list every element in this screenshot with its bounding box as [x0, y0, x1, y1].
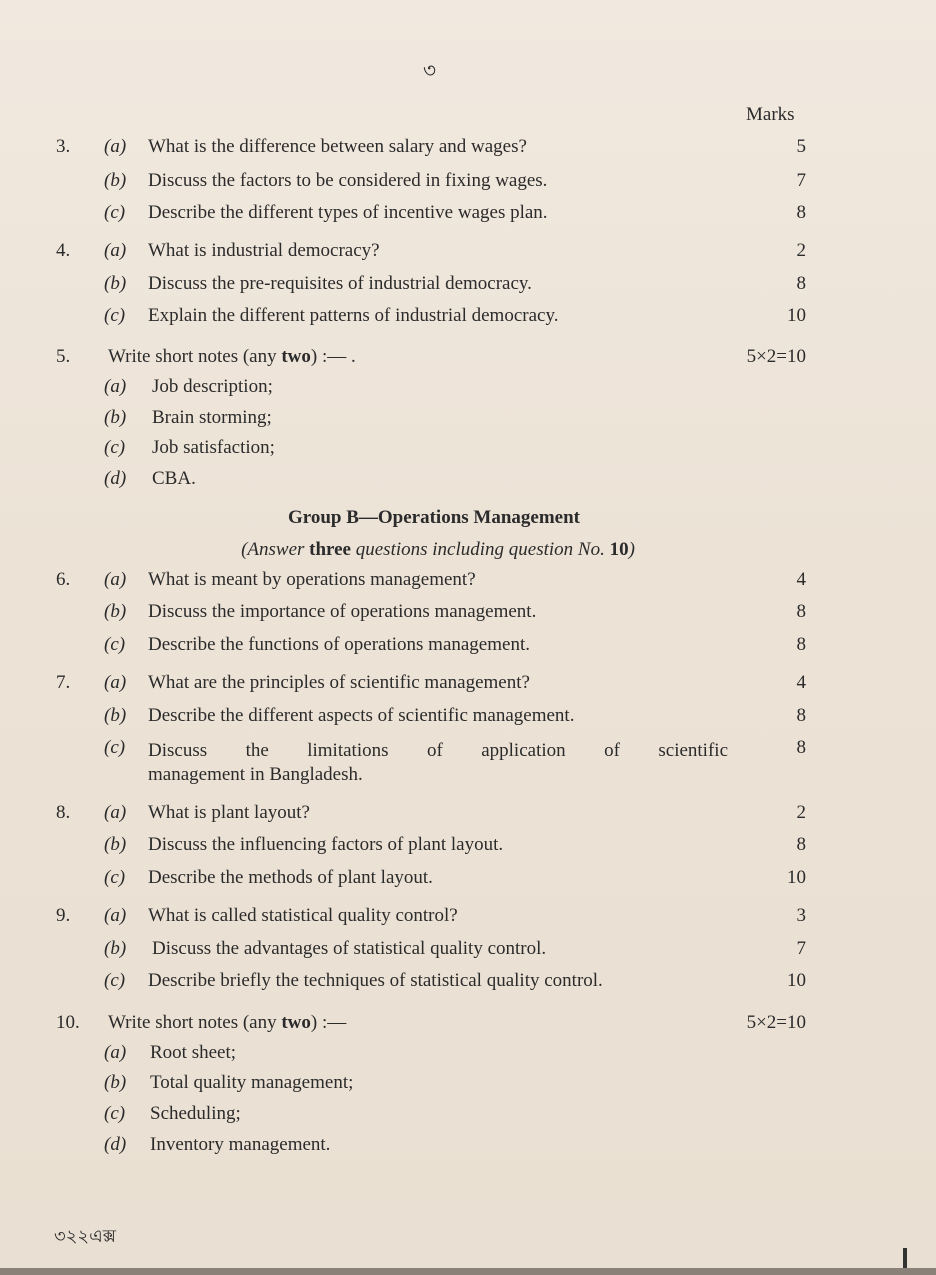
question-number: 4.	[56, 240, 71, 261]
question-number: 10.	[56, 1012, 80, 1033]
sub-question-mark: 5	[796, 136, 806, 157]
sub-question-text: Describe briefly the techniques of statistical quality control.	[148, 970, 603, 991]
sub-question-letter: (b)	[104, 938, 127, 959]
question-number: 7.	[56, 672, 71, 693]
sub-question-letter: (a)	[104, 802, 127, 823]
sub-question-letter: (c)	[104, 305, 126, 326]
sub-question-text: Scheduling;	[150, 1103, 241, 1124]
sub-question-text: Discuss the limitations of application of scientific	[148, 740, 728, 761]
sub-question-mark: 8	[796, 705, 806, 726]
question-number: 9.	[56, 905, 71, 926]
sub-question-text: What is meant by operations management?	[148, 569, 476, 590]
sub-question-letter: (c)	[104, 970, 126, 991]
sub-question-text: Root sheet;	[150, 1042, 237, 1063]
sub-question-mark: 8	[796, 834, 806, 855]
sub-question-letter: (c)	[104, 737, 126, 758]
sub-question-text: Discuss the influencing factors of plant layout.	[148, 834, 504, 855]
sub-question-letter: (a)	[104, 376, 127, 397]
sub-question-letter: (a)	[104, 905, 127, 926]
sub-question-letter: (b)	[104, 273, 127, 294]
group-title: Group B—Operations Management	[287, 507, 581, 528]
sub-question-mark: 8	[796, 634, 806, 655]
sub-question-text: Discuss the factors to be considered in fixing wages.	[148, 170, 548, 191]
question-mark: 5×2=10	[746, 346, 806, 367]
sub-question-letter: (a)	[104, 569, 127, 590]
sub-question-text: Job description;	[152, 376, 273, 397]
sub-question-letter: (a)	[104, 136, 127, 157]
sub-question-mark: 4	[796, 672, 806, 693]
sub-question-text: CBA.	[152, 468, 196, 489]
sub-question-letter: (c)	[104, 867, 126, 888]
sub-question-mark: 7	[796, 938, 806, 959]
sub-question-mark: 7	[796, 170, 806, 191]
sub-question-letter: (b)	[104, 1072, 127, 1093]
sub-question-mark: 2	[796, 802, 806, 823]
sub-question-letter: (a)	[104, 240, 127, 261]
group-instructions: (Answer three questions including question No. 10)	[241, 539, 635, 560]
sub-question-text: Job satisfaction;	[152, 437, 275, 458]
sub-question-letter: (c)	[104, 1103, 126, 1124]
sub-question-text: Discuss the importance of operations management.	[148, 601, 537, 622]
question-number: 3.	[56, 136, 71, 157]
sub-question-letter: (c)	[104, 634, 126, 655]
short-notes-prompt: Write short notes (any two) :—	[108, 1012, 347, 1033]
sub-question-mark: 8	[796, 202, 806, 223]
sub-question-text: What is industrial democracy?	[148, 240, 380, 261]
sub-question-text: What is plant layout?	[148, 802, 310, 823]
short-notes-prompt: Write short notes (any two) :— .	[108, 346, 356, 367]
sub-question-text: Total quality management;	[150, 1072, 354, 1093]
sub-question-mark: 3	[796, 905, 806, 926]
sub-question-letter: (b)	[104, 170, 127, 191]
sub-question-text: Describe the functions of operations management.	[148, 634, 530, 655]
sub-question-text: Describe the different types of incentive wages plan.	[148, 202, 548, 223]
sub-question-text-continued: management in Bangladesh.	[148, 764, 363, 785]
question-mark: 5×2=10	[746, 1012, 806, 1033]
question-number: 5.	[56, 346, 71, 367]
sub-question-text: Describe the different aspects of scientific management.	[148, 705, 575, 726]
question-number: 6.	[56, 569, 71, 590]
sub-question-letter: (c)	[104, 202, 126, 223]
sub-question-mark: 4	[796, 569, 806, 590]
sub-question-mark: 2	[796, 240, 806, 261]
sub-question-mark: 10	[787, 305, 806, 326]
sub-question-text: What are the principles of scientific management?	[148, 672, 530, 693]
sub-question-letter: (d)	[104, 1134, 127, 1155]
sub-question-letter: (b)	[104, 601, 127, 622]
footer-code: ৩২২এক্স	[54, 1226, 117, 1247]
sub-question-text: Describe the methods of plant layout.	[148, 867, 433, 888]
sub-question-letter: (c)	[104, 437, 126, 458]
sub-question-text: Discuss the pre-requisites of industrial democracy.	[148, 273, 532, 294]
sub-question-letter: (b)	[104, 407, 127, 428]
edge-mark	[903, 1248, 907, 1268]
question-number: 8.	[56, 802, 71, 823]
sub-question-letter: (d)	[104, 468, 127, 489]
sub-question-letter: (b)	[104, 705, 127, 726]
sub-question-letter: (a)	[104, 1042, 127, 1063]
sub-question-letter: (b)	[104, 834, 127, 855]
sub-question-text: Brain storming;	[152, 407, 272, 428]
sub-question-text: Explain the different patterns of industrial democracy.	[148, 305, 559, 326]
sub-question-mark: 8	[796, 737, 806, 758]
sub-question-mark: 8	[796, 273, 806, 294]
sub-question-text: Inventory management.	[150, 1134, 331, 1155]
sub-question-mark: 8	[796, 601, 806, 622]
marks-column-header: Marks	[746, 104, 795, 125]
page-bottom-edge	[0, 1268, 936, 1275]
sub-question-text: What is called statistical quality control?	[148, 905, 458, 926]
page-number: ৩	[423, 60, 437, 82]
sub-question-mark: 10	[787, 970, 806, 991]
sub-question-mark: 10	[787, 867, 806, 888]
sub-question-text: Discuss the advantages of statistical quality control.	[152, 938, 547, 959]
sub-question-text: What is the difference between salary and wages?	[148, 136, 527, 157]
sub-question-letter: (a)	[104, 672, 127, 693]
